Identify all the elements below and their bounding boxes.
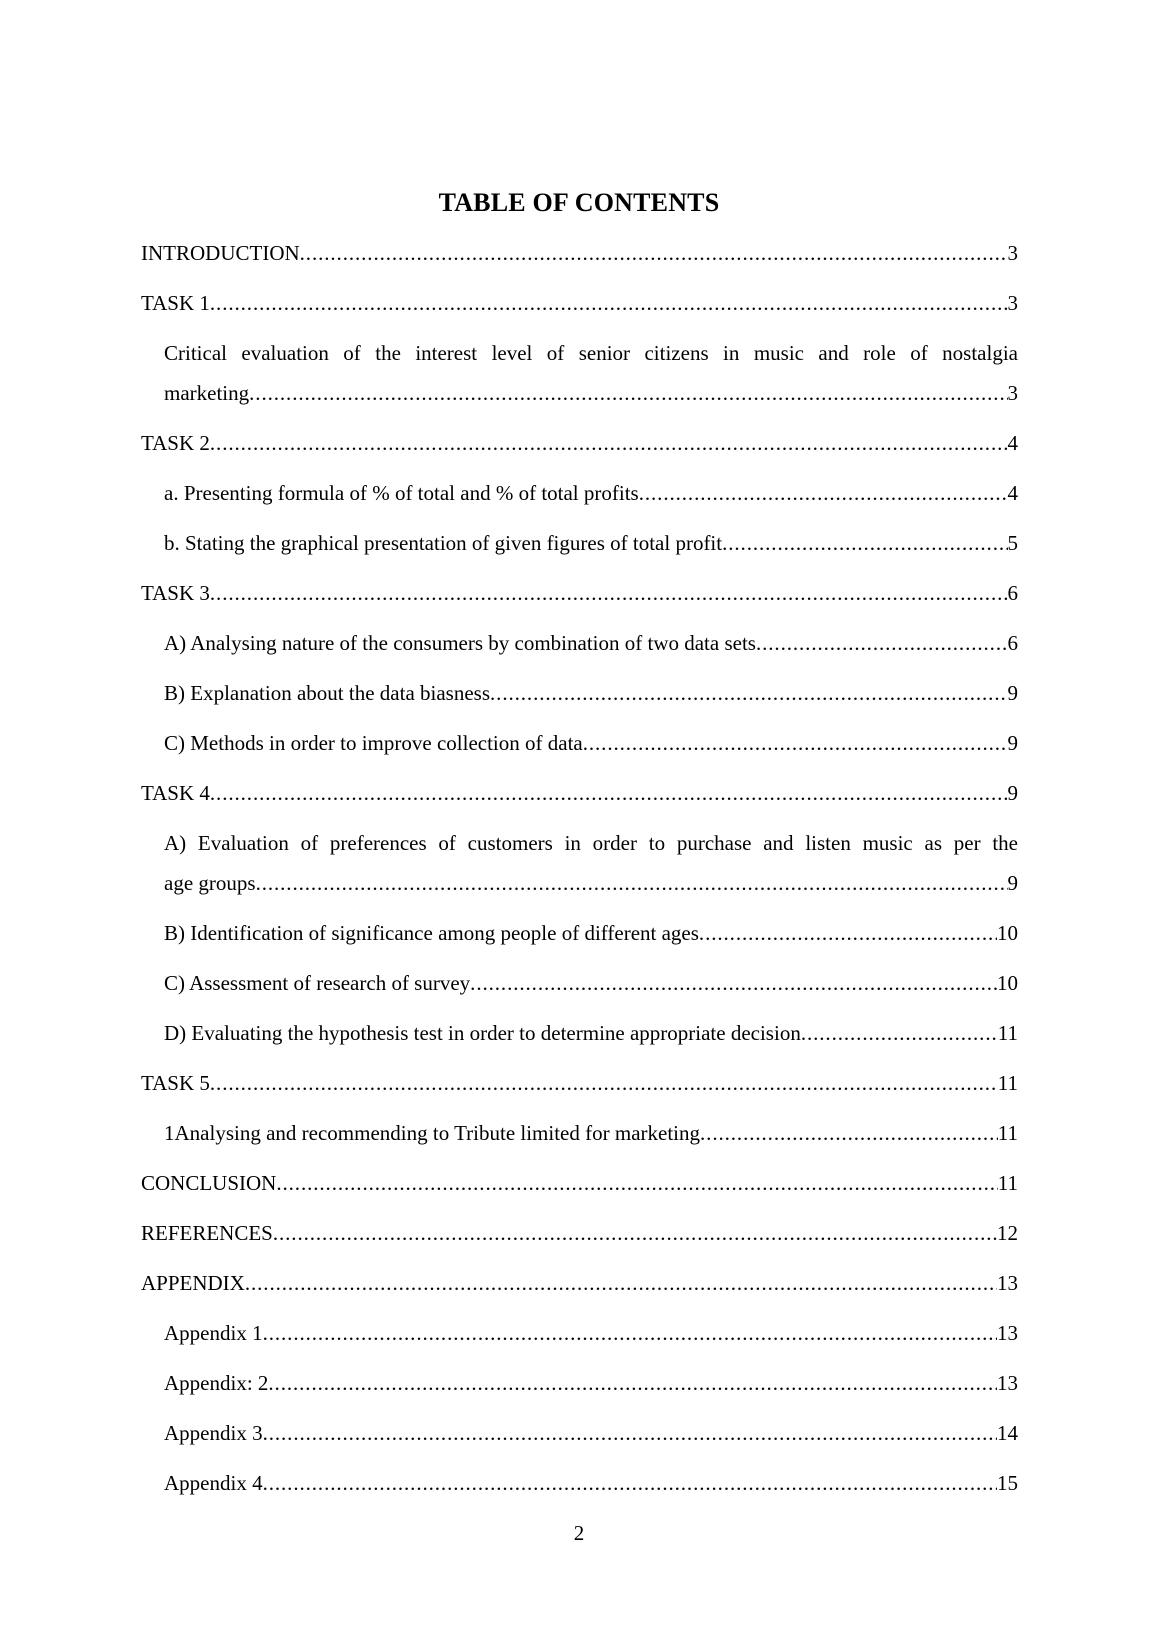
toc-entry-title: b. Stating the graphical presentation of given figures of total profit bbox=[164, 531, 723, 555]
toc-page-number: 15 bbox=[997, 1471, 1018, 1495]
toc-entry[interactable] bbox=[164, 963, 1018, 1003]
toc-entry-title-continued: Critical evaluation of the interest level of senior citizens in music and role of nostalgia bbox=[164, 341, 1018, 365]
dot-leader bbox=[249, 373, 1007, 413]
dot-leader bbox=[210, 773, 1008, 813]
toc-entry-title: 1Analysing and recommending to Tribute limited for marketing bbox=[164, 1121, 701, 1145]
toc-page-number: 11 bbox=[997, 1021, 1018, 1045]
toc-page-number: 3 bbox=[1007, 381, 1018, 405]
toc-entry-title: TASK 1 bbox=[141, 291, 210, 315]
toc-entry[interactable] bbox=[164, 1113, 1018, 1153]
toc-entry[interactable] bbox=[164, 723, 1018, 763]
page-number: 2 bbox=[573, 1521, 585, 1545]
dot-leader bbox=[801, 1013, 998, 1053]
toc-entry-title: CONCLUSION bbox=[141, 1171, 277, 1195]
dot-leader bbox=[210, 573, 1008, 613]
dot-leader bbox=[276, 1163, 997, 1203]
toc-page-number: 13 bbox=[997, 1321, 1018, 1345]
dot-leader bbox=[273, 1213, 997, 1253]
toc-entry-title: a. Presenting formula of % of total and % of total profits bbox=[164, 481, 639, 505]
toc-entry-title: REFERENCES bbox=[141, 1221, 273, 1245]
dot-leader bbox=[268, 1363, 997, 1403]
toc-entry-title: TASK 4 bbox=[141, 781, 210, 805]
toc-entry-title: C) Methods in order to improve collection of data bbox=[164, 731, 583, 755]
toc-entry[interactable] bbox=[164, 1013, 1018, 1053]
toc-page-number: 11 bbox=[997, 1171, 1018, 1195]
toc-entry[interactable] bbox=[141, 1163, 1018, 1203]
toc-entry[interactable] bbox=[164, 913, 1018, 953]
toc-entry-title: Appendix 4 bbox=[164, 1471, 263, 1495]
toc-entry-title: age groups bbox=[164, 871, 256, 895]
toc-page-number: 11 bbox=[997, 1071, 1018, 1095]
toc-entry[interactable] bbox=[164, 1363, 1018, 1403]
dot-leader bbox=[263, 1313, 997, 1353]
toc-entry-title: APPENDIX bbox=[141, 1271, 245, 1295]
dot-leader bbox=[210, 423, 1008, 463]
toc-page-number: 9 bbox=[1007, 781, 1018, 805]
toc-entry-title: Appendix 1 bbox=[164, 1321, 263, 1345]
toc-entry-title: Appendix 3 bbox=[164, 1421, 263, 1445]
dot-leader bbox=[256, 863, 1008, 903]
toc-page-number: 3 bbox=[1007, 291, 1018, 315]
dot-leader bbox=[470, 963, 997, 1003]
toc-page-number: 12 bbox=[997, 1221, 1018, 1245]
toc-entry[interactable] bbox=[141, 423, 1018, 463]
toc-page-number: 9 bbox=[1007, 681, 1018, 705]
toc-entry-title: A) Analysing nature of the consumers by combination of two data sets bbox=[164, 631, 756, 655]
toc-entry-title-continued: A) Evaluation of preferences of customers in order to purchase and listen music as per the bbox=[164, 831, 1018, 855]
toc-entry[interactable] bbox=[164, 523, 1018, 563]
toc-page-number: 6 bbox=[1007, 631, 1018, 655]
toc-entry[interactable] bbox=[164, 1313, 1018, 1353]
toc-page-number: 4 bbox=[1007, 481, 1018, 505]
toc-entry[interactable] bbox=[141, 1213, 1018, 1253]
toc-entry[interactable] bbox=[164, 623, 1018, 663]
toc-page-number: 9 bbox=[1007, 731, 1018, 755]
toc-entry[interactable] bbox=[164, 823, 1018, 903]
toc-page-number: 4 bbox=[1007, 431, 1018, 455]
toc-entry[interactable] bbox=[141, 233, 1018, 273]
toc-entry[interactable] bbox=[164, 333, 1018, 413]
toc-entry-title: C) Assessment of research of survey bbox=[164, 971, 471, 995]
toc-entry-title: B) Explanation about the data biasness bbox=[164, 681, 491, 705]
toc-entry[interactable] bbox=[141, 573, 1018, 613]
dot-leader bbox=[263, 1463, 997, 1503]
toc-entry-title: TASK 5 bbox=[141, 1071, 210, 1095]
toc-entry[interactable] bbox=[141, 1063, 1018, 1103]
dot-leader bbox=[490, 673, 1007, 713]
dot-leader bbox=[210, 283, 1008, 323]
dot-leader bbox=[210, 1063, 998, 1103]
table-of-contents bbox=[141, 233, 1018, 1513]
toc-entry[interactable] bbox=[164, 1463, 1018, 1503]
toc-entry-title: B) Identification of significance among people of different ages bbox=[164, 921, 699, 945]
toc-page-number: 11 bbox=[997, 1121, 1018, 1145]
dot-leader bbox=[263, 1413, 997, 1453]
toc-page-number: 6 bbox=[1007, 581, 1018, 605]
toc-entry-title: TASK 3 bbox=[141, 581, 210, 605]
dot-leader bbox=[700, 1113, 998, 1153]
dot-leader bbox=[639, 473, 1008, 513]
toc-page-number: 14 bbox=[997, 1421, 1018, 1445]
toc-page-number: 3 bbox=[1007, 241, 1018, 265]
dot-leader bbox=[699, 913, 997, 953]
toc-entry-title: D) Evaluating the hypothesis test in order to determine appropriate decision bbox=[164, 1021, 801, 1045]
toc-entry[interactable] bbox=[164, 673, 1018, 713]
dot-leader bbox=[245, 1263, 997, 1303]
toc-page-number: 13 bbox=[997, 1371, 1018, 1395]
dot-leader bbox=[583, 723, 1008, 763]
toc-page-number: 10 bbox=[997, 921, 1018, 945]
toc-page-number: 5 bbox=[1007, 531, 1018, 555]
toc-entry-title: INTRODUCTION bbox=[141, 241, 300, 265]
toc-entry[interactable] bbox=[164, 473, 1018, 513]
toc-page-number: 9 bbox=[1007, 871, 1018, 895]
toc-entry[interactable] bbox=[141, 283, 1018, 323]
dot-leader bbox=[300, 233, 1008, 273]
toc-entry[interactable] bbox=[164, 1413, 1018, 1453]
dot-leader bbox=[722, 523, 1007, 563]
toc-entry-title: marketing bbox=[164, 381, 250, 405]
toc-page-number: 10 bbox=[997, 971, 1018, 995]
toc-page-number: 13 bbox=[997, 1271, 1018, 1295]
toc-entry[interactable] bbox=[141, 773, 1018, 813]
dot-leader bbox=[756, 623, 1008, 663]
toc-entry-title: TASK 2 bbox=[141, 431, 210, 455]
toc-entry[interactable] bbox=[141, 1263, 1018, 1303]
toc-entry-title: Appendix: 2 bbox=[164, 1371, 269, 1395]
page-title: TABLE OF CONTENTS bbox=[438, 188, 720, 217]
